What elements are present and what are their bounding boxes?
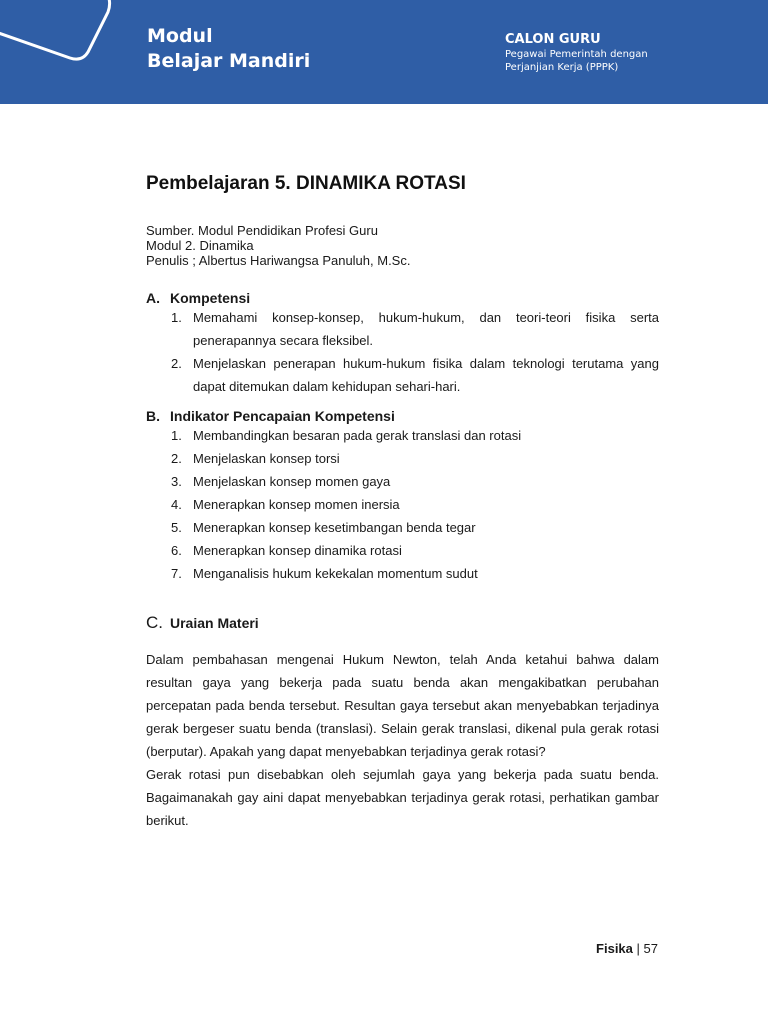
list-item-number: 6. [171, 543, 182, 558]
list-item-number: 2. [171, 356, 182, 371]
list-item-text: Memahami konsep-konsep, hukum-hukum, dan teori-teori fisika serta penerapannya secara fleksibel. [193, 310, 659, 348]
paragraph: Gerak rotasi pun disebabkan oleh sejumlah gaya yang bekerja pada suatu benda. Bagaimanakah gay aini dapat menyebabkan terjadinya gerak rotasi, perhatikan gambar berikut. [146, 767, 659, 828]
decorative-outline-shape [0, 0, 140, 104]
list-item [146, 493, 659, 516]
footer-separator: | [636, 941, 640, 956]
list-item-text: Menjelaskan penerapan hukum-hukum fisika dalam teknologi terutama yang dapat ditemukan dalam kehidupan sehari-hari. [193, 356, 659, 394]
module-title-line2: Belajar Mandiri [147, 50, 311, 72]
section-c-heading [146, 613, 659, 633]
list-item-number: 4. [171, 497, 182, 512]
pppk-line2: Perjanjian Kerja (PPPK) [505, 62, 619, 73]
list-item-number: 1. [171, 428, 182, 443]
section-c-letter: C. [146, 613, 163, 632]
section-b-title: Indikator Pencapaian Kompetensi [170, 408, 395, 424]
banner-subtitle-block [505, 32, 648, 74]
pppk-line1: Pegawai Pemerintah dengan [505, 49, 648, 60]
list-item [146, 447, 659, 470]
page-number: 57 [643, 941, 658, 956]
section-c-title: Uraian Materi [170, 615, 259, 631]
list-item-number: 3. [171, 474, 182, 489]
list-item-text: Menjelaskan konsep momen gaya [193, 474, 391, 489]
source-line-3: Penulis ; Albertus Hariwangsa Panuluh, M.Sc. [146, 253, 411, 268]
list-item [146, 516, 659, 539]
source-info [146, 223, 659, 268]
list-item [146, 352, 659, 398]
module-title-line1: Modul [147, 25, 213, 47]
list-item [146, 470, 659, 493]
page-content [146, 172, 659, 832]
list-item [146, 424, 659, 447]
list-item [146, 539, 659, 562]
indicator-list [146, 424, 659, 585]
list-item-number: 7. [171, 566, 182, 581]
list-item-text: Membandingkan besaran pada gerak translasi dan rotasi [193, 428, 522, 443]
list-item-number: 2. [171, 451, 182, 466]
source-line-1: Sumber. Modul Pendidikan Profesi Guru [146, 223, 378, 238]
list-item-text: Menjelaskan konsep torsi [193, 451, 340, 466]
list-item-number: 5. [171, 520, 182, 535]
module-title [147, 24, 310, 74]
section-a-letter: A. [146, 290, 160, 306]
source-line-2: Modul 2. Dinamika [146, 238, 254, 253]
paragraph: Dalam pembahasan mengenai Hukum Newton, telah Anda ketahui bahwa dalam resultan gaya yang bekerja pada suatu benda akan mengakibatkan perubahan percepatan pada benda tersebut. Resultan gaya tersebut akan menyebabkan terjadinya gerak bergeser suatu benda (translasi). Selain gerak translasi, dikenal pula gerak rotasi (berputar). Apakah yang dapat menyebabkan terjadinya gerak rotasi? [146, 652, 659, 759]
list-item-text: Menerapkan konsep momen inersia [193, 497, 400, 512]
calon-guru-label: CALON GURU [505, 32, 601, 47]
list-item-text: Menganalisis hukum kekekalan momentum sudut [193, 566, 478, 581]
list-item [146, 306, 659, 352]
list-item [146, 562, 659, 585]
list-item-text: Menerapkan konsep dinamika rotasi [193, 543, 402, 558]
list-item-text: Menerapkan konsep kesetimbangan benda tegar [193, 520, 476, 535]
page-title: Pembelajaran 5. DINAMIKA ROTASI [146, 173, 466, 194]
header-banner [0, 0, 768, 104]
section-b-letter: B. [146, 408, 160, 424]
section-a-title: Kompetensi [170, 290, 251, 306]
section-b-heading [146, 408, 659, 424]
list-item-number: 1. [171, 310, 182, 325]
footer-subject: Fisika [596, 941, 633, 956]
section-a-heading [146, 290, 659, 306]
page-footer [596, 941, 658, 956]
material-body [146, 648, 659, 832]
competency-list [146, 306, 659, 398]
